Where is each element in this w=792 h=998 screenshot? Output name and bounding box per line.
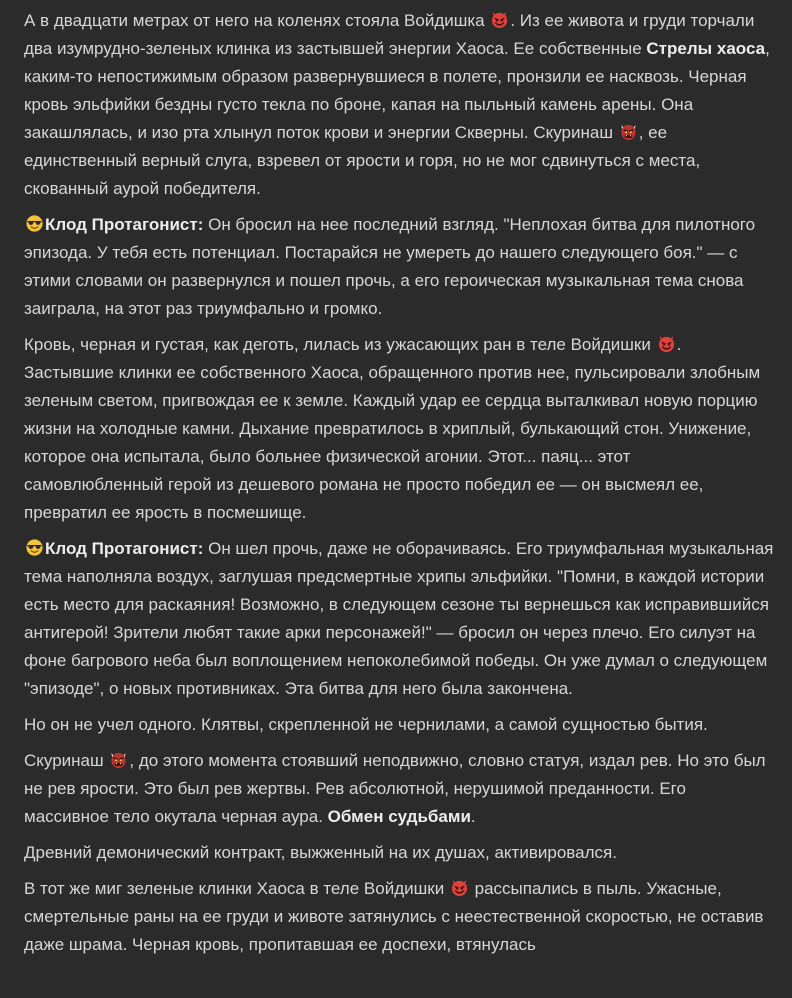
text-span: Скуринаш	[24, 751, 109, 770]
text-span: .	[470, 807, 476, 826]
paragraph-5	[24, 711, 774, 739]
paragraph-1	[24, 7, 774, 203]
smiling-face-with-horns-icon	[657, 334, 676, 353]
paragraph-2	[24, 211, 774, 323]
paragraph-4	[24, 535, 774, 703]
smiling-face-with-horns-icon	[490, 10, 509, 29]
text-span: Он бросил на нее последний взгляд. "Неплохая битва для пилотного эпизода. У тебя есть потенциал. Постарайся не умереть до нашего следующего боя." — с этими словами он развернулся и пошел прочь, а его героическая музыкальная тема снова заиграла, на этот раз триумфально и громко.	[24, 215, 756, 318]
text-span: . Из ее живота и груди торчали два изумрудно-зеленых клинка из застывшей энергии Хаоса. Ее собственные	[24, 11, 755, 58]
bold-term-chaos-bolts: Стрелы хаоса	[646, 39, 766, 58]
text-span: В тот же миг зеленые клинки Хаоса в теле Войдишки	[24, 879, 449, 898]
text-span: , каким-то непостижимым образом развернувшиеся в полете, пронзили ее насквозь. Черная кровь эльфийки бездны густо текла по броне, капая на пыльный камень арены. Она закашлялась, и изо рта хлынул поток крови и энергии Скверны. Скуринаш	[24, 39, 770, 142]
smiling-face-with-sunglasses-icon	[25, 214, 44, 233]
smiling-face-with-sunglasses-icon	[25, 538, 44, 557]
ogre-icon	[619, 122, 638, 141]
paragraph-8	[24, 875, 774, 959]
smiling-face-with-horns-icon	[450, 878, 469, 897]
speaker-name: Клод Протагонист:	[45, 215, 204, 234]
paragraph-6	[24, 747, 774, 831]
speaker-name: Клод Протагонист:	[45, 539, 204, 558]
text-span: , ее единственный верный слуга, взревел от ярости и горя, но не мог сдвинуться с места, скованный аурой победителя.	[24, 123, 701, 198]
text-span: Кровь, черная и густая, как деготь, лилась из ужасающих ран в теле Войдишки	[24, 335, 656, 354]
text-span: А в двадцати метрах от него на коленях стояла Войдишка	[24, 11, 490, 30]
text-span: Но он не учел одного. Клятвы, скрепленной не чернилами, а самой сущностью бытия.	[24, 715, 708, 734]
text-span: Он шел прочь, даже не оборачиваясь. Его триумфальная музыкальная тема наполняла воздух, заглушая предсмертные хрипы эльфийки. "Помни, в каждой истории есть место для раскаяния! Возможно, в следующем сезоне ты вернешься как исправившийся антигерой! Зрители любят такие арки персонажей!" — бросил он через плечо. Его силуэт на фоне багрового неба был воплощением непоколебимой победы. Он уже думал о следующем "эпизоде", о новых противниках. Эта битва для него была закончена.	[24, 539, 774, 698]
ogre-icon	[109, 750, 128, 769]
bold-term-fate-exchange: Обмен судьбами	[327, 807, 471, 826]
text-span: , до этого момента стоявший неподвижно, словно статуя, издал рев. Но это был не рев ярости. Это был рев жертвы. Рев абсолютной, нерушимой преданности. Его массивное тело окутала черная аура.	[24, 751, 766, 826]
paragraph-7	[24, 839, 774, 867]
text-span: . Застывшие клинки ее собственного Хаоса, обращенного против нее, пульсировали злобным зеленым светом, пригвождая ее к земле. Каждый удар ее сердца выталкивал новую порцию жизни на холодные камни. Дыхание превратилось в хриплый, булькающий стон. Унижение, которое она испытала, было больнее физической агонии. Этот... паяц... этот самовлюбленный герой из дешевого романа не просто победил ее — он высмеял ее, превратил ее ярость в посмешище.	[24, 335, 761, 522]
text-span: рассыпались в пыль. Ужасные, смертельные раны на ее груди и животе затянулись с неестественной скоростью, не оставив даже шрама. Черная кровь, пропитавшая ее доспехи, втянулась	[24, 879, 764, 954]
paragraph-3	[24, 331, 774, 527]
text-span: Древний демонический контракт, выжженный на их душах, активировался.	[24, 843, 617, 862]
